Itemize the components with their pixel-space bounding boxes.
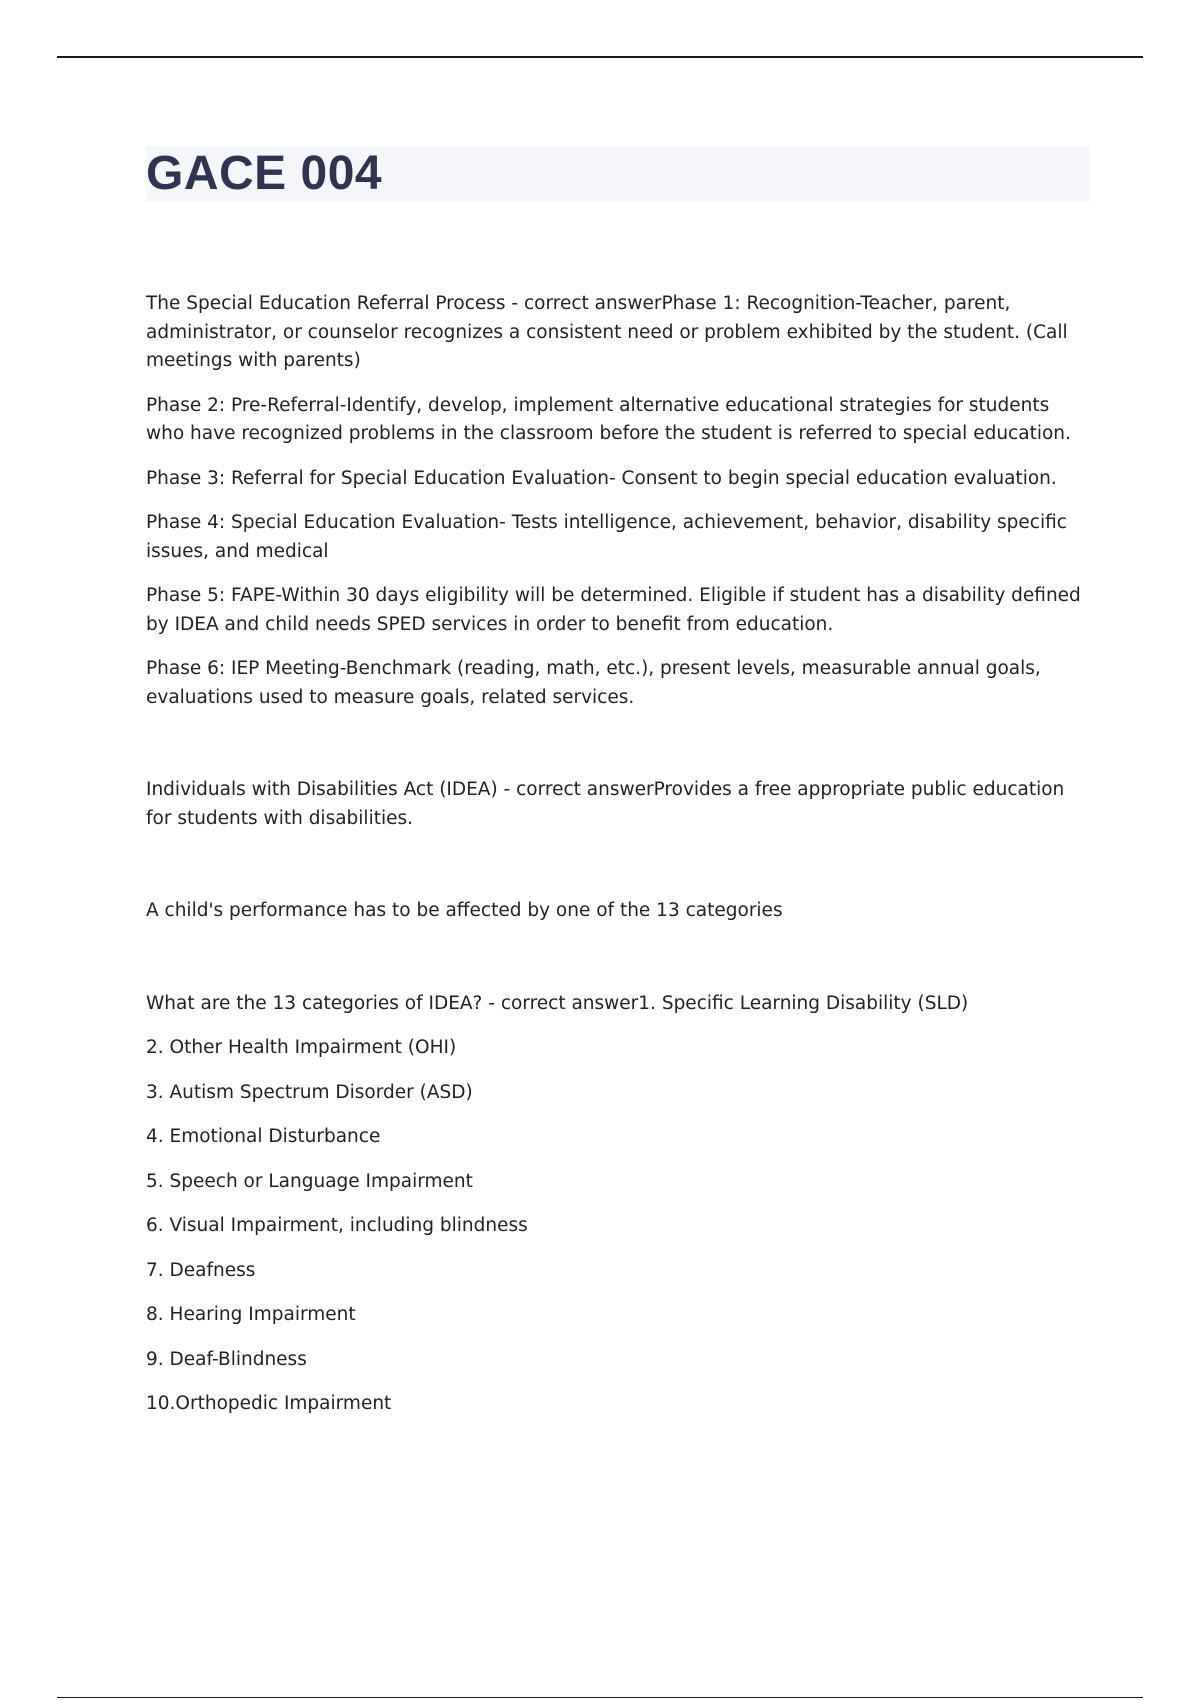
section-gap: [146, 728, 1086, 776]
section-gap: [146, 942, 1086, 990]
idea-definition: Individuals with Disabilities Act (IDEA) - correct answerProvides a free appropriate public education for students with disabilities.: [146, 779, 1065, 829]
referral-phase-5: Phase 5: FAPE-Within 30 days eligibility will be determined. Eligible if student has a disability defined by IDEA and child needs SPED services in order to benefit from education.: [146, 585, 1081, 635]
bottom-rule: [57, 1697, 1143, 1698]
section-gap: [146, 849, 1086, 897]
category-item: 10.Orthopedic Impairment: [146, 1393, 392, 1414]
category-item: 2. Other Health Impairment (OHI): [146, 1037, 457, 1058]
category-item: 9. Deaf-Blindness: [146, 1348, 307, 1370]
performance-note: A child's performance has to be affected by one of the 13 categories: [146, 900, 783, 921]
category-item: 6. Visual Impairment, including blindness: [146, 1215, 528, 1236]
top-rule: [57, 56, 1143, 58]
categories-intro: What are the 13 categories of IDEA? - correct answer1. Specific Learning Disability (SLD): [146, 992, 969, 1014]
referral-phase-4: Phase 4: Special Education Evaluation- Tests intelligence, achievement, behavior, disability specific issues, and medical: [146, 512, 1067, 562]
referral-phase-3: Phase 3: Referral for Special Education Evaluation- Consent to begin special education evaluation.: [146, 467, 1057, 489]
category-item: 3. Autism Spectrum Disorder (ASD): [146, 1081, 473, 1103]
document-body: [146, 290, 1086, 1435]
category-item: 8. Hearing Impairment: [146, 1304, 356, 1325]
category-item: 4. Emotional Disturbance: [146, 1126, 381, 1147]
referral-phase-2: Phase 2: Pre-Referral-Identify, develop, implement alternative educational strategies for students who have recognized problems in the classroom before the student is referred to special education.: [146, 394, 1071, 444]
referral-phase-6: Phase 6: IEP Meeting-Benchmark (reading, math, etc.), present levels, measurable annual goals, evaluations used to measure goals, related services.: [146, 658, 1041, 708]
category-item: 7. Deafness: [146, 1259, 256, 1281]
category-item: 5. Speech or Language Impairment: [146, 1170, 473, 1192]
document-title: GACE 004: [146, 147, 383, 200]
referral-intro: The Special Education Referral Process - correct answerPhase 1: Recognition-Teacher, parent, administrator, or counselor recognizes a consistent need or problem exhibited by the student. (Call meetings with parents): [146, 293, 1068, 371]
